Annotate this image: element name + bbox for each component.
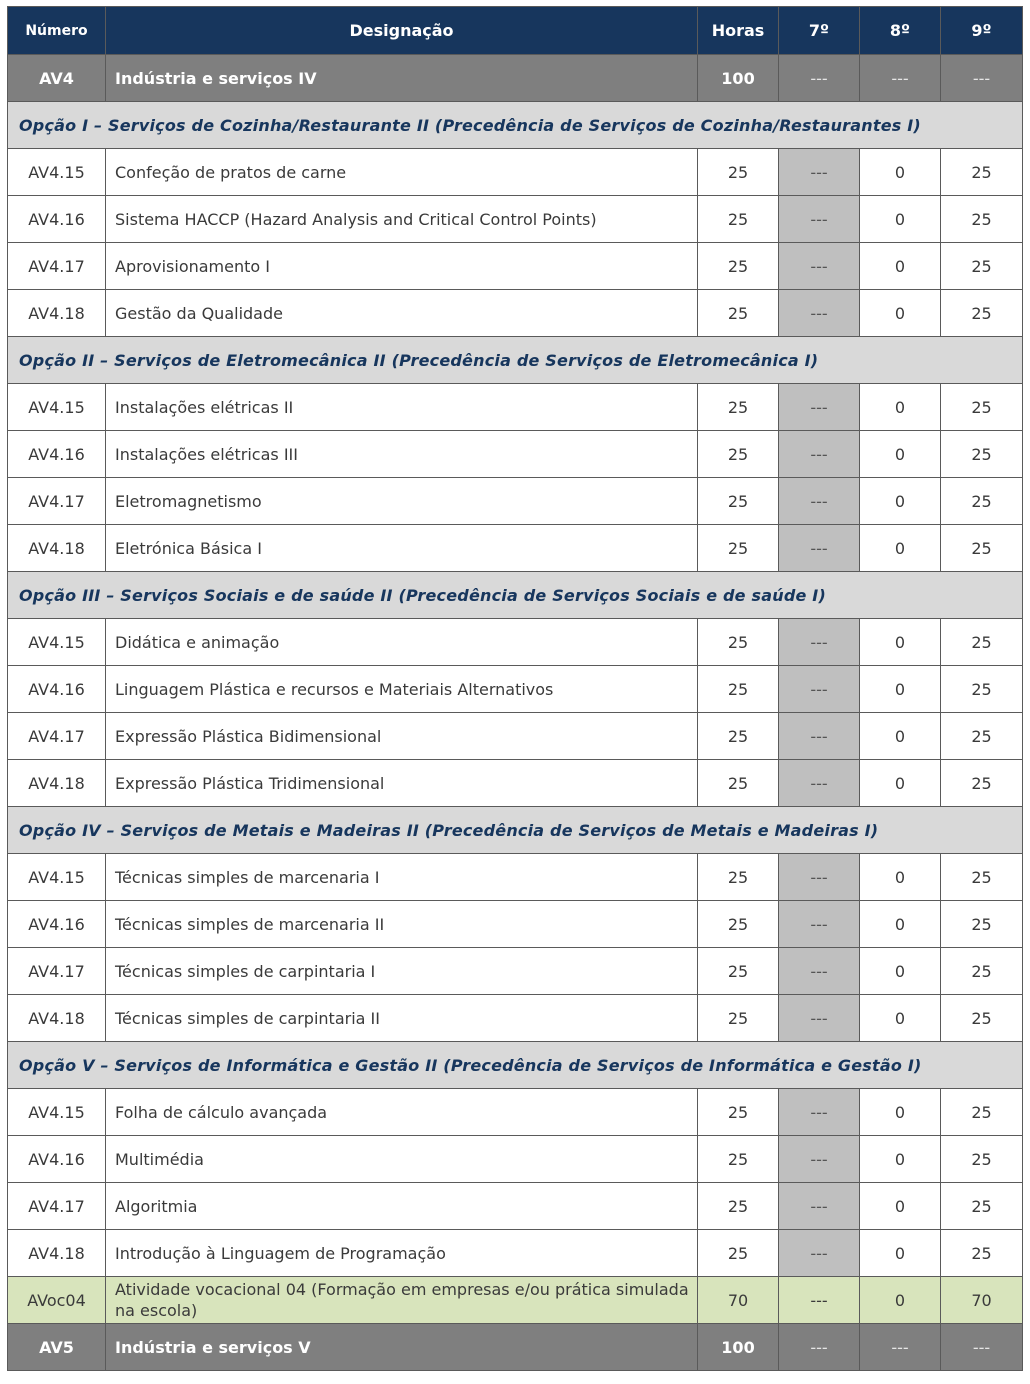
group-designacao: Indústria e serviços IV — [106, 55, 698, 102]
item-designacao: Multimédia — [106, 1136, 698, 1183]
item-year-8: 0 — [860, 1230, 941, 1277]
table-row — [8, 760, 1023, 807]
item-year-9: 25 — [941, 149, 1023, 196]
header-numero: Número — [8, 7, 106, 55]
item-numero: AV4.18 — [8, 290, 106, 337]
item-numero: AV4.16 — [8, 431, 106, 478]
item-horas: 25 — [698, 1089, 779, 1136]
item-horas: 25 — [698, 760, 779, 807]
item-year-7: --- — [779, 1183, 860, 1230]
option-title: Opção IV – Serviços de Metais e Madeiras II (Precedência de Serviços de Metais e Madeiras I) — [8, 807, 1023, 854]
option-row-5 — [8, 1042, 1023, 1089]
item-numero: AV4.18 — [8, 760, 106, 807]
group-row-av4 — [8, 55, 1023, 102]
item-year-8: 0 — [860, 525, 941, 572]
item-designacao: Gestão da Qualidade — [106, 290, 698, 337]
table-row — [8, 525, 1023, 572]
item-designacao: Didática e animação — [106, 619, 698, 666]
item-year-8: 0 — [860, 760, 941, 807]
item-year-8: 0 — [860, 384, 941, 431]
option-row-3 — [8, 572, 1023, 619]
item-designacao: Expressão Plástica Bidimensional — [106, 713, 698, 760]
group-numero: AV5 — [8, 1324, 106, 1371]
item-year-7: --- — [779, 619, 860, 666]
item-year-8: 0 — [860, 431, 941, 478]
vocational-numero: AVoc04 — [8, 1277, 106, 1324]
item-horas: 25 — [698, 901, 779, 948]
group-year-8: --- — [860, 55, 941, 102]
item-year-8: 0 — [860, 243, 941, 290]
item-year-9: 25 — [941, 760, 1023, 807]
item-year-8: 0 — [860, 478, 941, 525]
group-designacao: Indústria e serviços V — [106, 1324, 698, 1371]
item-year-9: 25 — [941, 243, 1023, 290]
item-year-7: --- — [779, 854, 860, 901]
table-header-row — [8, 7, 1023, 55]
item-year-9: 25 — [941, 713, 1023, 760]
group-numero: AV4 — [8, 55, 106, 102]
item-designacao: Técnicas simples de carpintaria II — [106, 995, 698, 1042]
item-horas: 25 — [698, 666, 779, 713]
option-title: Opção I – Serviços de Cozinha/Restaurante II (Precedência de Serviços de Cozinha/Restaurantes I) — [8, 102, 1023, 149]
item-year-8: 0 — [860, 196, 941, 243]
item-designacao: Instalações elétricas II — [106, 384, 698, 431]
item-designacao: Eletrónica Básica I — [106, 525, 698, 572]
group-year-9: --- — [941, 1324, 1023, 1371]
item-year-9: 25 — [941, 666, 1023, 713]
table-row — [8, 666, 1023, 713]
item-year-7: --- — [779, 1136, 860, 1183]
item-numero: AV4.17 — [8, 243, 106, 290]
item-year-9: 25 — [941, 1089, 1023, 1136]
vocational-year-9: 70 — [941, 1277, 1023, 1324]
item-horas: 25 — [698, 1183, 779, 1230]
item-numero: AV4.18 — [8, 1230, 106, 1277]
item-horas: 25 — [698, 384, 779, 431]
item-designacao: Algoritmia — [106, 1183, 698, 1230]
item-year-9: 25 — [941, 995, 1023, 1042]
item-designacao: Técnicas simples de marcenaria I — [106, 854, 698, 901]
item-horas: 25 — [698, 243, 779, 290]
item-year-9: 25 — [941, 1230, 1023, 1277]
item-year-7: --- — [779, 948, 860, 995]
group-year-7: --- — [779, 1324, 860, 1371]
group-horas: 100 — [698, 55, 779, 102]
item-numero: AV4.15 — [8, 619, 106, 666]
option-title: Opção V – Serviços de Informática e Gestão II (Precedência de Serviços de Informática e Gestão I) — [8, 1042, 1023, 1089]
item-year-8: 0 — [860, 948, 941, 995]
item-year-7: --- — [779, 1230, 860, 1277]
table-row — [8, 854, 1023, 901]
table-row — [8, 196, 1023, 243]
item-designacao: Aprovisionamento I — [106, 243, 698, 290]
item-numero: AV4.16 — [8, 666, 106, 713]
table-row — [8, 431, 1023, 478]
header-year-9: 9º — [941, 7, 1023, 55]
item-year-8: 0 — [860, 854, 941, 901]
option-row-2 — [8, 337, 1023, 384]
table-row — [8, 243, 1023, 290]
item-numero: AV4.17 — [8, 713, 106, 760]
item-year-9: 25 — [941, 384, 1023, 431]
item-numero: AV4.15 — [8, 854, 106, 901]
item-year-7: --- — [779, 525, 860, 572]
item-designacao: Expressão Plástica Tridimensional — [106, 760, 698, 807]
item-designacao: Técnicas simples de marcenaria II — [106, 901, 698, 948]
item-year-9: 25 — [941, 948, 1023, 995]
item-year-7: --- — [779, 713, 860, 760]
item-horas: 25 — [698, 290, 779, 337]
item-horas: 25 — [698, 713, 779, 760]
item-year-7: --- — [779, 478, 860, 525]
item-year-9: 25 — [941, 196, 1023, 243]
item-year-8: 0 — [860, 901, 941, 948]
item-year-7: --- — [779, 431, 860, 478]
item-year-9: 25 — [941, 525, 1023, 572]
item-numero: AV4.15 — [8, 384, 106, 431]
table-row — [8, 995, 1023, 1042]
option-title: Opção II – Serviços de Eletromecânica II (Precedência de Serviços de Eletromecânica I) — [8, 337, 1023, 384]
item-year-7: --- — [779, 901, 860, 948]
item-year-8: 0 — [860, 1183, 941, 1230]
item-horas: 25 — [698, 525, 779, 572]
table-row — [8, 149, 1023, 196]
group-year-9: --- — [941, 55, 1023, 102]
option-row-1 — [8, 102, 1023, 149]
item-designacao: Sistema HACCP (Hazard Analysis and Critical Control Points) — [106, 196, 698, 243]
item-year-8: 0 — [860, 995, 941, 1042]
item-year-9: 25 — [941, 1136, 1023, 1183]
item-year-8: 0 — [860, 1089, 941, 1136]
header-year-8: 8º — [860, 7, 941, 55]
item-numero: AV4.15 — [8, 1089, 106, 1136]
group-row-av5 — [8, 1324, 1023, 1371]
table-row — [8, 1089, 1023, 1136]
option-row-4 — [8, 807, 1023, 854]
vocational-year-8: 0 — [860, 1277, 941, 1324]
item-numero: AV4.15 — [8, 149, 106, 196]
item-numero: AV4.17 — [8, 478, 106, 525]
item-year-7: --- — [779, 290, 860, 337]
vocational-designacao: Atividade vocacional 04 (Formação em empresas e/ou prática simulada na escola) — [106, 1277, 698, 1324]
item-year-9: 25 — [941, 478, 1023, 525]
item-year-9: 25 — [941, 431, 1023, 478]
item-numero: AV4.17 — [8, 948, 106, 995]
item-year-9: 25 — [941, 290, 1023, 337]
curriculum-table — [7, 6, 1023, 1371]
group-year-7: --- — [779, 55, 860, 102]
item-horas: 25 — [698, 995, 779, 1042]
table-row — [8, 948, 1023, 995]
option-title: Opção III – Serviços Sociais e de saúde II (Precedência de Serviços Sociais e de saúde I) — [8, 572, 1023, 619]
header-year-7: 7º — [779, 7, 860, 55]
item-designacao: Introdução à Linguagem de Programação — [106, 1230, 698, 1277]
item-year-8: 0 — [860, 149, 941, 196]
item-numero: AV4.16 — [8, 196, 106, 243]
item-year-9: 25 — [941, 619, 1023, 666]
item-year-7: --- — [779, 1089, 860, 1136]
header-designacao: Designação — [106, 7, 698, 55]
item-year-8: 0 — [860, 619, 941, 666]
table-row — [8, 901, 1023, 948]
item-year-8: 0 — [860, 666, 941, 713]
item-designacao: Instalações elétricas III — [106, 431, 698, 478]
item-horas: 25 — [698, 1230, 779, 1277]
item-numero: AV4.18 — [8, 995, 106, 1042]
item-numero: AV4.16 — [8, 1136, 106, 1183]
item-horas: 25 — [698, 196, 779, 243]
item-year-8: 0 — [860, 290, 941, 337]
table-row — [8, 290, 1023, 337]
item-horas: 25 — [698, 431, 779, 478]
item-year-7: --- — [779, 196, 860, 243]
item-designacao: Linguagem Plástica e recursos e Materiais Alternativos — [106, 666, 698, 713]
table-row — [8, 1183, 1023, 1230]
item-year-8: 0 — [860, 1136, 941, 1183]
item-horas: 25 — [698, 619, 779, 666]
item-year-7: --- — [779, 384, 860, 431]
item-designacao: Eletromagnetismo — [106, 478, 698, 525]
item-designacao: Folha de cálculo avançada — [106, 1089, 698, 1136]
item-year-7: --- — [779, 149, 860, 196]
table-row — [8, 619, 1023, 666]
table-row — [8, 713, 1023, 760]
vocational-year-7: --- — [779, 1277, 860, 1324]
item-designacao: Técnicas simples de carpintaria I — [106, 948, 698, 995]
item-horas: 25 — [698, 854, 779, 901]
item-numero: AV4.16 — [8, 901, 106, 948]
item-horas: 25 — [698, 948, 779, 995]
item-year-7: --- — [779, 666, 860, 713]
item-horas: 25 — [698, 149, 779, 196]
table-row — [8, 1230, 1023, 1277]
group-horas: 100 — [698, 1324, 779, 1371]
item-numero: AV4.17 — [8, 1183, 106, 1230]
item-year-8: 0 — [860, 713, 941, 760]
item-year-7: --- — [779, 995, 860, 1042]
group-year-8: --- — [860, 1324, 941, 1371]
item-horas: 25 — [698, 1136, 779, 1183]
item-year-9: 25 — [941, 1183, 1023, 1230]
vocational-row — [8, 1277, 1023, 1324]
item-horas: 25 — [698, 478, 779, 525]
item-year-7: --- — [779, 243, 860, 290]
table-row — [8, 384, 1023, 431]
item-designacao: Confeção de pratos de carne — [106, 149, 698, 196]
item-year-9: 25 — [941, 901, 1023, 948]
table-row — [8, 1136, 1023, 1183]
item-year-7: --- — [779, 760, 860, 807]
table-row — [8, 478, 1023, 525]
item-numero: AV4.18 — [8, 525, 106, 572]
item-year-9: 25 — [941, 854, 1023, 901]
header-horas: Horas — [698, 7, 779, 55]
vocational-horas: 70 — [698, 1277, 779, 1324]
